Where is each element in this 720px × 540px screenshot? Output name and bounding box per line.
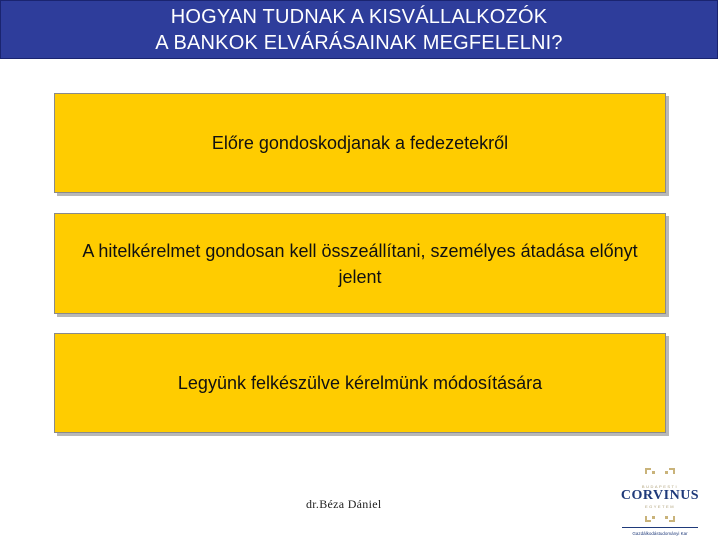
slide-title [0,0,718,59]
corvinus-logo [612,466,708,540]
slide-title-line-2: A BANKOK ELVÁRÁSAINAK MEGFELELNI? [155,31,563,54]
point-card-2 [54,213,666,314]
slide-title-line-1: HOGYAN TUDNAK A KISVÁLLALKOZÓK [170,5,548,28]
point-card-3 [54,333,666,433]
point-text-3: Legyünk felkészülve kérelmünk módosítására [177,373,543,393]
author-name: dr.Béza Dániel [306,497,382,511]
logo-name-text: CORVINUS [620,488,700,503]
point-text-1: Előre gondoskodjanak a fedezetekről [211,133,509,153]
point-text-2: A hitelkérelmet gondosan kell összeállítani, személyes átadása előnyt jelent [82,240,638,287]
point-card-1 [54,93,666,193]
logo-subtitle-text: Gazdálkodástudományi Kar [632,531,688,536]
logo-top-text: BUDAPESTI [641,484,679,489]
logo-bottom-text: EGYETEM [644,504,676,509]
